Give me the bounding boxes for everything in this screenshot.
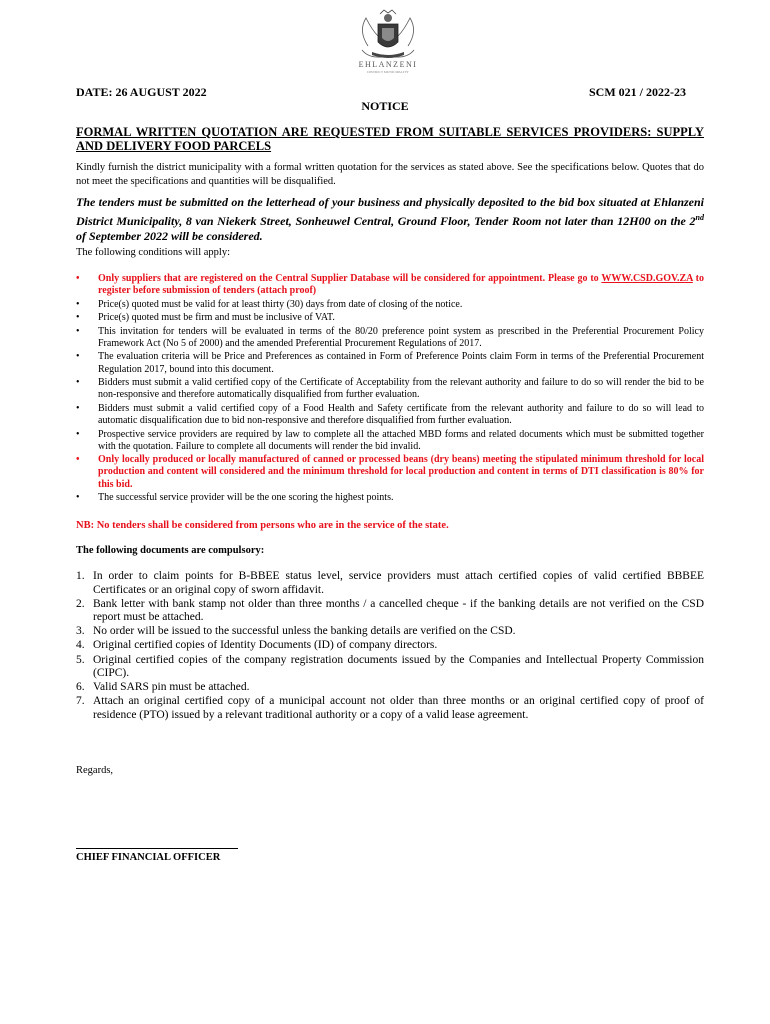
document-requirement: Valid SARS pin must be attached.	[93, 681, 250, 694]
list-item	[76, 377, 704, 401]
tender-submission-notice	[76, 195, 704, 244]
bullet-icon: •	[76, 273, 80, 284]
condition-preference-system: This invitation for tenders will be evaluated in terms of the 80/20 preference point system as prescribed in the Preferential Procurement Policy Framework Act (No 5 of 2000) and the amended Preferential Procurement Regulations of 2017.	[98, 325, 704, 349]
document-requirement: No order will be issued to the successful unless the banking details are verified on the CSD.	[93, 625, 516, 638]
list-item	[76, 403, 704, 427]
list-item	[76, 429, 704, 453]
bullet-icon: •	[76, 325, 80, 337]
document-requirement: Attach an original certified copy of a municipal account not older than three months or an original certified copy of proof of residence (PTO) issued by a relevant traditional authority or a copy of a valid lease agreement.	[93, 695, 704, 721]
item-number: 2.	[76, 597, 85, 610]
closing-regards: Regards,	[76, 765, 114, 776]
item-number: 1.	[76, 570, 85, 582]
condition-food-safety: Bidders must submit a valid certified copy of a Food Health and Safety certificate from the relevant authority and failure to do so will lead to automatic disqualification due to bid non-responsive and therefore disqualified from further evaluation.	[98, 402, 704, 427]
logo-name: EHLANZENI	[358, 60, 418, 69]
item-number: 6.	[76, 681, 85, 694]
bullet-icon: •	[76, 428, 80, 440]
list-item	[76, 639, 704, 653]
condition-evaluation-criteria: The evaluation criteria will be Price and Preferences as contained in Form of Preference Points claim Form in terms of the Preferential Procurement Regulation 2017, bound into this document.	[98, 351, 704, 375]
reference-number: SCM 021 / 2022-23	[589, 85, 686, 99]
item-number: 3.	[76, 625, 85, 638]
list-item	[76, 273, 704, 297]
notice-date: DATE: 26 AUGUST 2022	[76, 85, 207, 99]
document-requirement: In order to claim points for B-BBEE status level, service providers must attach certified copies of valid certified BBBEE Certificates or an original copy of sworn affidavit.	[93, 570, 704, 596]
document-heading: FORMAL WRITTEN QUOTATION ARE REQUESTED FROM SUITABLE SERVICES PROVIDERS: SUPPLY AND DELIVERY FOOD PARCELS	[76, 125, 704, 153]
condition-firm-price: Price(s) quoted must be firm and must be inclusive of VAT.	[98, 312, 335, 324]
condition-mbd-forms: Prospective service providers are required by law to complete all the attached MBD forms and related documents which must be submitted together with the quotation. Failure to complete all documents will render the bid invalid.	[98, 428, 704, 452]
list-item	[76, 625, 704, 639]
logo-tagline: DISTRICT MUNICIPALITY	[367, 70, 409, 74]
bullet-icon: •	[76, 454, 80, 466]
nb-warning: NB: No tenders shall be considered from persons who are in the service of the state.	[76, 520, 449, 531]
list-item	[76, 351, 704, 375]
condition-highest-points: The successful service provider will be the one scoring the highest points.	[98, 492, 394, 504]
condition-local-production: Only locally produced or locally manufactured of canned or processed beans (dry beans) meeting the stipulated minimum threshold for local production and content will considered and the minimum threshold for local production and content in terms of DTI classification is 80% for this bid.	[98, 454, 704, 490]
item-number: 5.	[76, 653, 85, 666]
condition-validity: Price(s) quoted must be valid for at least thirty (30) days from date of closing of the notice.	[98, 298, 463, 310]
bullet-icon: •	[76, 351, 80, 363]
document-requirement: Bank letter with bank stamp not older than three months / a cancelled cheque - if the banking details are not verified on the CSD report must be attached.	[93, 597, 704, 624]
bullet-icon: •	[76, 298, 80, 310]
documents-intro: The following documents are compulsory:	[76, 545, 265, 556]
list-item	[76, 492, 704, 504]
bullet-icon: •	[76, 402, 80, 414]
list-item	[76, 312, 704, 324]
conditions-intro: The following conditions will apply:	[76, 247, 230, 258]
tender-notice-superscript: nd	[695, 213, 704, 222]
documents-list	[76, 570, 704, 723]
conditions-list	[76, 273, 704, 506]
bullet-icon: •	[76, 377, 80, 389]
list-item	[76, 326, 704, 350]
document-requirement: Original certified copies of Identity Documents (ID) of company directors.	[93, 639, 438, 652]
tender-notice-text-end: of September 2022 will be considered.	[76, 229, 263, 243]
list-item	[76, 681, 704, 695]
list-item	[76, 695, 704, 722]
tender-notice-text: The tenders must be submitted on the letterhead of your business and physically deposited to the bid box situated at Ehlanzeni District Municipality, 8 van Niekerk Street, Sonheuwel Central, Ground Floor, Tender Room not later than 12H00 on the 2	[76, 195, 704, 228]
condition-csd-text: Only suppliers that are registered on the Central Supplier Database will be considered for appointment. Please go to	[98, 273, 602, 284]
csd-link[interactable]: WWW.CSD.GOV.ZA	[601, 273, 693, 284]
item-number: 7.	[76, 695, 85, 708]
list-item	[76, 299, 704, 311]
list-item	[76, 598, 704, 625]
signatory-title: CHIEF FINANCIAL OFFICER	[76, 852, 221, 863]
condition-certificate-acceptability: Bidders must submit a valid certified copy of the Certificate of Acceptability from the relevant authority and failure to do so will render the bid to be non-responsive and therefore automatically disqualified from further evaluation.	[98, 377, 704, 401]
intro-paragraph: Kindly furnish the district municipality with a formal written quotation for the services as stated above. See the specifications below. Quotes that do not meet the specifications and quantities will be disqualified.	[76, 162, 704, 187]
list-item	[76, 570, 704, 597]
item-number: 4.	[76, 639, 85, 652]
condition-csd-text-end: to register before submission of tenders (attach proof)	[98, 273, 704, 297]
list-item	[76, 654, 704, 681]
bullet-icon: •	[76, 492, 80, 504]
signature-line	[76, 848, 238, 849]
bullet-icon: •	[76, 312, 80, 324]
document-requirement: Original certified copies of the company registration documents issued by the Companies and Intellectual Property Commission (CIPC).	[93, 653, 704, 680]
notice-title: NOTICE	[361, 99, 409, 113]
list-item	[76, 454, 704, 491]
